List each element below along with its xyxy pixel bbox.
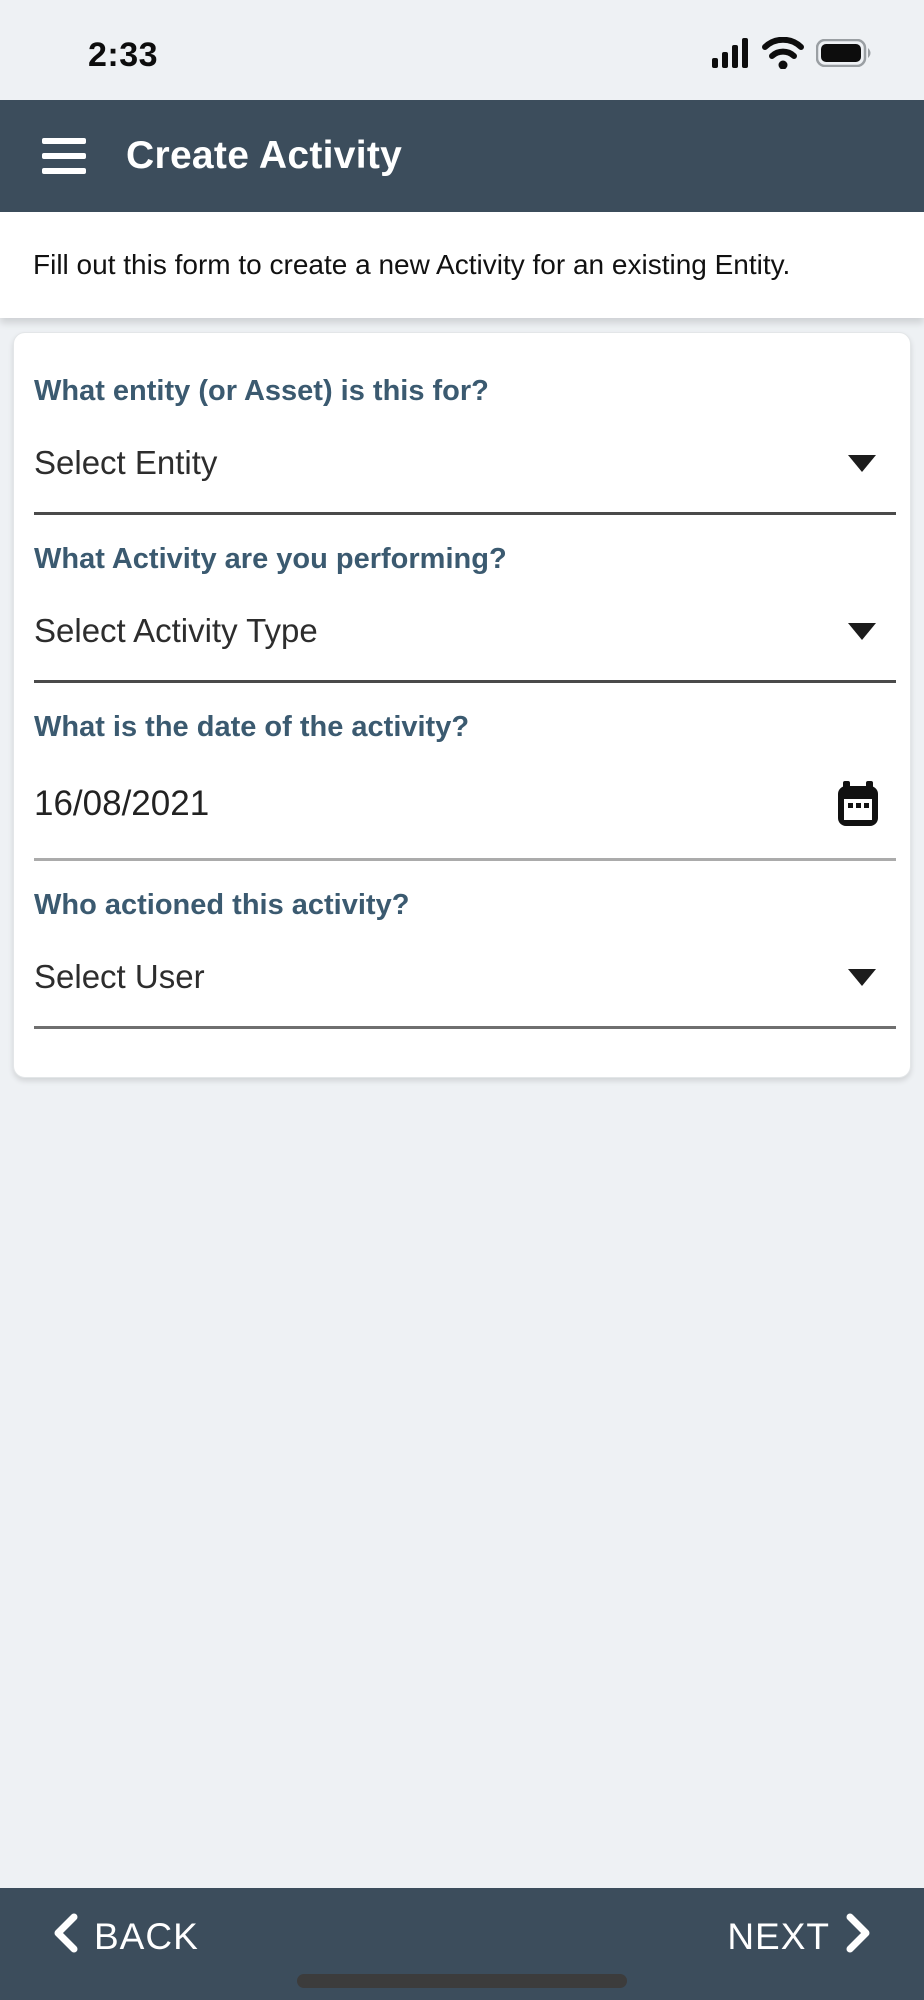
menu-button[interactable] [42, 138, 86, 174]
activity-date-field-label: What is the date of the activity? [34, 711, 470, 743]
status-icons [712, 37, 874, 74]
actioned-by-field-label: Who actioned this activity? [34, 889, 410, 921]
wifi-icon [762, 37, 804, 74]
activity-date-input[interactable] [34, 780, 896, 861]
status-bar [0, 0, 924, 100]
chevron-down-icon [848, 623, 876, 640]
bottom-nav-bar [0, 1888, 924, 2000]
entity-select-value: Select Entity [34, 444, 218, 481]
next-button-label: NEXT [727, 1916, 830, 1957]
back-button[interactable] [52, 1913, 199, 1962]
calendar-icon[interactable] [836, 780, 880, 828]
activity-type-select-value: Select Activity Type [34, 612, 318, 649]
actioned-by-field [34, 861, 896, 1029]
battery-icon [816, 39, 874, 72]
hamburger-menu-icon [42, 138, 86, 144]
back-button-label: BACK [94, 1916, 199, 1957]
cell-signal-icon [712, 38, 750, 73]
chevron-down-icon [848, 455, 876, 472]
intro-text: Fill out this form to create a new Activity for an existing Entity. [33, 249, 791, 280]
next-button[interactable] [727, 1913, 872, 1962]
activity-type-field [34, 515, 896, 683]
intro-strip [0, 212, 924, 318]
chevron-right-icon [846, 1913, 872, 1962]
activity-date-value: 16/08/2021 [34, 784, 210, 823]
actioned-by-select[interactable] [34, 958, 896, 1029]
form-card [13, 332, 911, 1078]
clock: 2:33 [88, 35, 159, 74]
actioned-by-select-value: Select User [34, 958, 205, 995]
app-bar [0, 100, 924, 212]
page-title: Create Activity [126, 134, 403, 177]
activity-type-field-label: What Activity are you performing? [34, 543, 507, 575]
entity-field [34, 347, 896, 515]
home-indicator[interactable] [297, 1974, 627, 1988]
entity-select[interactable] [34, 444, 896, 515]
chevron-left-icon [52, 1913, 78, 1962]
activity-type-select[interactable] [34, 612, 896, 683]
activity-date-field [34, 683, 896, 861]
entity-field-label: What entity (or Asset) is this for? [34, 375, 489, 407]
chevron-down-icon [848, 969, 876, 986]
